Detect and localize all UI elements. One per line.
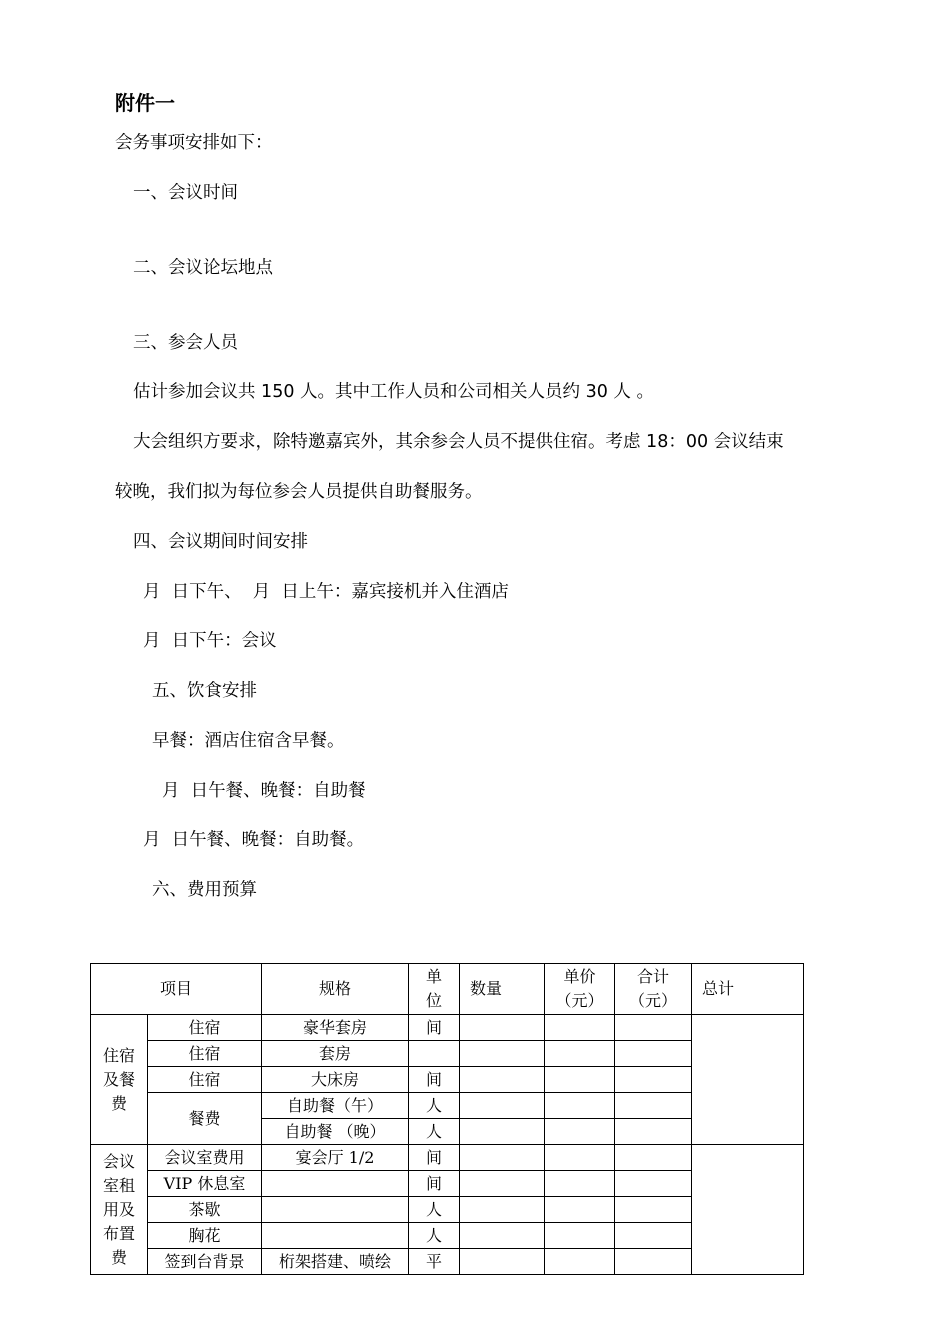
lodging-paragraph-line1: 大会组织方要求，除特邀嘉宾外，其余参会人员不提供住宿。考虑 18：00 会议结束 <box>133 432 784 452</box>
row-quantity <box>460 1171 545 1197</box>
row-spec <box>262 1171 409 1197</box>
row-spec: 豪华套房 <box>262 1015 409 1041</box>
group-total-lodging-meals <box>692 1015 804 1145</box>
header-spec: 规格 <box>262 964 409 1015</box>
attendees-paragraph: 估计参加会议共 150 人。其中工作人员和公司相关人员约 30 人 。 <box>133 382 654 402</box>
row-spec: 自助餐 （晚） <box>262 1119 409 1145</box>
row-subtotal <box>615 1093 692 1119</box>
row-item: 签到台背景 <box>148 1249 262 1275</box>
row-spec: 宴会厅 1/2 <box>262 1145 409 1171</box>
row-item: 会议室费用 <box>148 1145 262 1171</box>
header-total: 总计 <box>692 964 804 1015</box>
row-quantity <box>460 1249 545 1275</box>
row-unit-price <box>545 1015 615 1041</box>
section-heading-attendees: 三、参会人员 <box>133 333 238 353</box>
row-subtotal <box>615 1067 692 1093</box>
row-quantity <box>460 1015 545 1041</box>
row-quantity <box>460 1145 545 1171</box>
row-unit-price <box>545 1119 615 1145</box>
row-item: 住宿 <box>148 1067 262 1093</box>
row-unit-price <box>545 1223 615 1249</box>
row-unit-price <box>545 1093 615 1119</box>
row-quantity <box>460 1223 545 1249</box>
group-total-venue-setup <box>692 1145 804 1275</box>
catering-item-1: 早餐：酒店住宿含早餐。 <box>152 731 345 751</box>
table-header-row <box>91 964 804 1015</box>
intro-text: 会务事项安排如下： <box>115 133 273 153</box>
row-unit-price <box>545 1197 615 1223</box>
row-quantity <box>460 1067 545 1093</box>
row-quantity <box>460 1093 545 1119</box>
row-spec: 桁架搭建、喷绘 <box>262 1249 409 1275</box>
row-unit: 间 <box>409 1015 460 1041</box>
row-unit: 间 <box>409 1171 460 1197</box>
group-label-lodging-meals: 住宿 及餐 费 <box>91 1015 148 1145</box>
section-heading-catering: 五、饮食安排 <box>152 681 257 701</box>
table-row <box>91 1145 804 1171</box>
schedule-item-1: 月 日下午、 月 日上午：嘉宾接机并入住酒店 <box>143 582 509 602</box>
table-row <box>91 1015 804 1041</box>
catering-item-2: 月 日午餐、晚餐：自助餐 <box>162 781 366 801</box>
header-unit-price: 单价 （元） <box>545 964 615 1015</box>
row-unit: 人 <box>409 1093 460 1119</box>
row-subtotal <box>615 1015 692 1041</box>
document-title: 附件一 <box>115 91 175 115</box>
budget-table <box>90 963 804 1275</box>
row-unit: 间 <box>409 1145 460 1171</box>
row-unit: 人 <box>409 1119 460 1145</box>
row-quantity <box>460 1041 545 1067</box>
row-subtotal <box>615 1119 692 1145</box>
row-unit-price <box>545 1171 615 1197</box>
row-item-meals: 餐费 <box>148 1093 262 1145</box>
row-unit <box>409 1041 460 1067</box>
row-spec: 大床房 <box>262 1067 409 1093</box>
section-heading-schedule: 四、会议期间时间安排 <box>133 532 308 552</box>
row-subtotal <box>615 1223 692 1249</box>
row-item: 住宿 <box>148 1015 262 1041</box>
section-heading-venue: 二、会议论坛地点 <box>133 258 273 278</box>
header-unit: 单 位 <box>409 964 460 1015</box>
header-quantity: 数量 <box>460 964 545 1015</box>
row-unit-price <box>545 1067 615 1093</box>
header-subtotal: 合计 （元） <box>615 964 692 1015</box>
row-subtotal <box>615 1249 692 1275</box>
header-item: 项目 <box>91 964 262 1015</box>
schedule-item-2: 月 日下午：会议 <box>143 631 277 651</box>
row-unit-price <box>545 1041 615 1067</box>
row-spec: 自助餐（午） <box>262 1093 409 1119</box>
row-item: 茶歇 <box>148 1197 262 1223</box>
row-subtotal <box>615 1145 692 1171</box>
section-heading-budget: 六、费用预算 <box>152 880 257 900</box>
row-subtotal <box>615 1041 692 1067</box>
section-heading-time: 一、会议时间 <box>133 183 238 203</box>
row-unit-price <box>545 1145 615 1171</box>
row-unit: 间 <box>409 1067 460 1093</box>
row-unit: 人 <box>409 1197 460 1223</box>
catering-item-3: 月 日午餐、晚餐：自助餐。 <box>143 830 365 850</box>
row-quantity <box>460 1197 545 1223</box>
row-subtotal <box>615 1197 692 1223</box>
row-item: VIP 休息室 <box>148 1171 262 1197</box>
row-unit-price <box>545 1249 615 1275</box>
group-label-venue-setup: 会议 室租 用及 布置 费 <box>91 1145 148 1275</box>
row-subtotal <box>615 1171 692 1197</box>
lodging-paragraph-line2: 较晚，我们拟为每位参会人员提供自助餐服务。 <box>115 482 483 502</box>
row-unit: 平 <box>409 1249 460 1275</box>
row-spec: 套房 <box>262 1041 409 1067</box>
row-unit: 人 <box>409 1223 460 1249</box>
row-item: 住宿 <box>148 1041 262 1067</box>
row-item: 胸花 <box>148 1223 262 1249</box>
row-quantity <box>460 1119 545 1145</box>
row-spec <box>262 1223 409 1249</box>
row-spec <box>262 1197 409 1223</box>
